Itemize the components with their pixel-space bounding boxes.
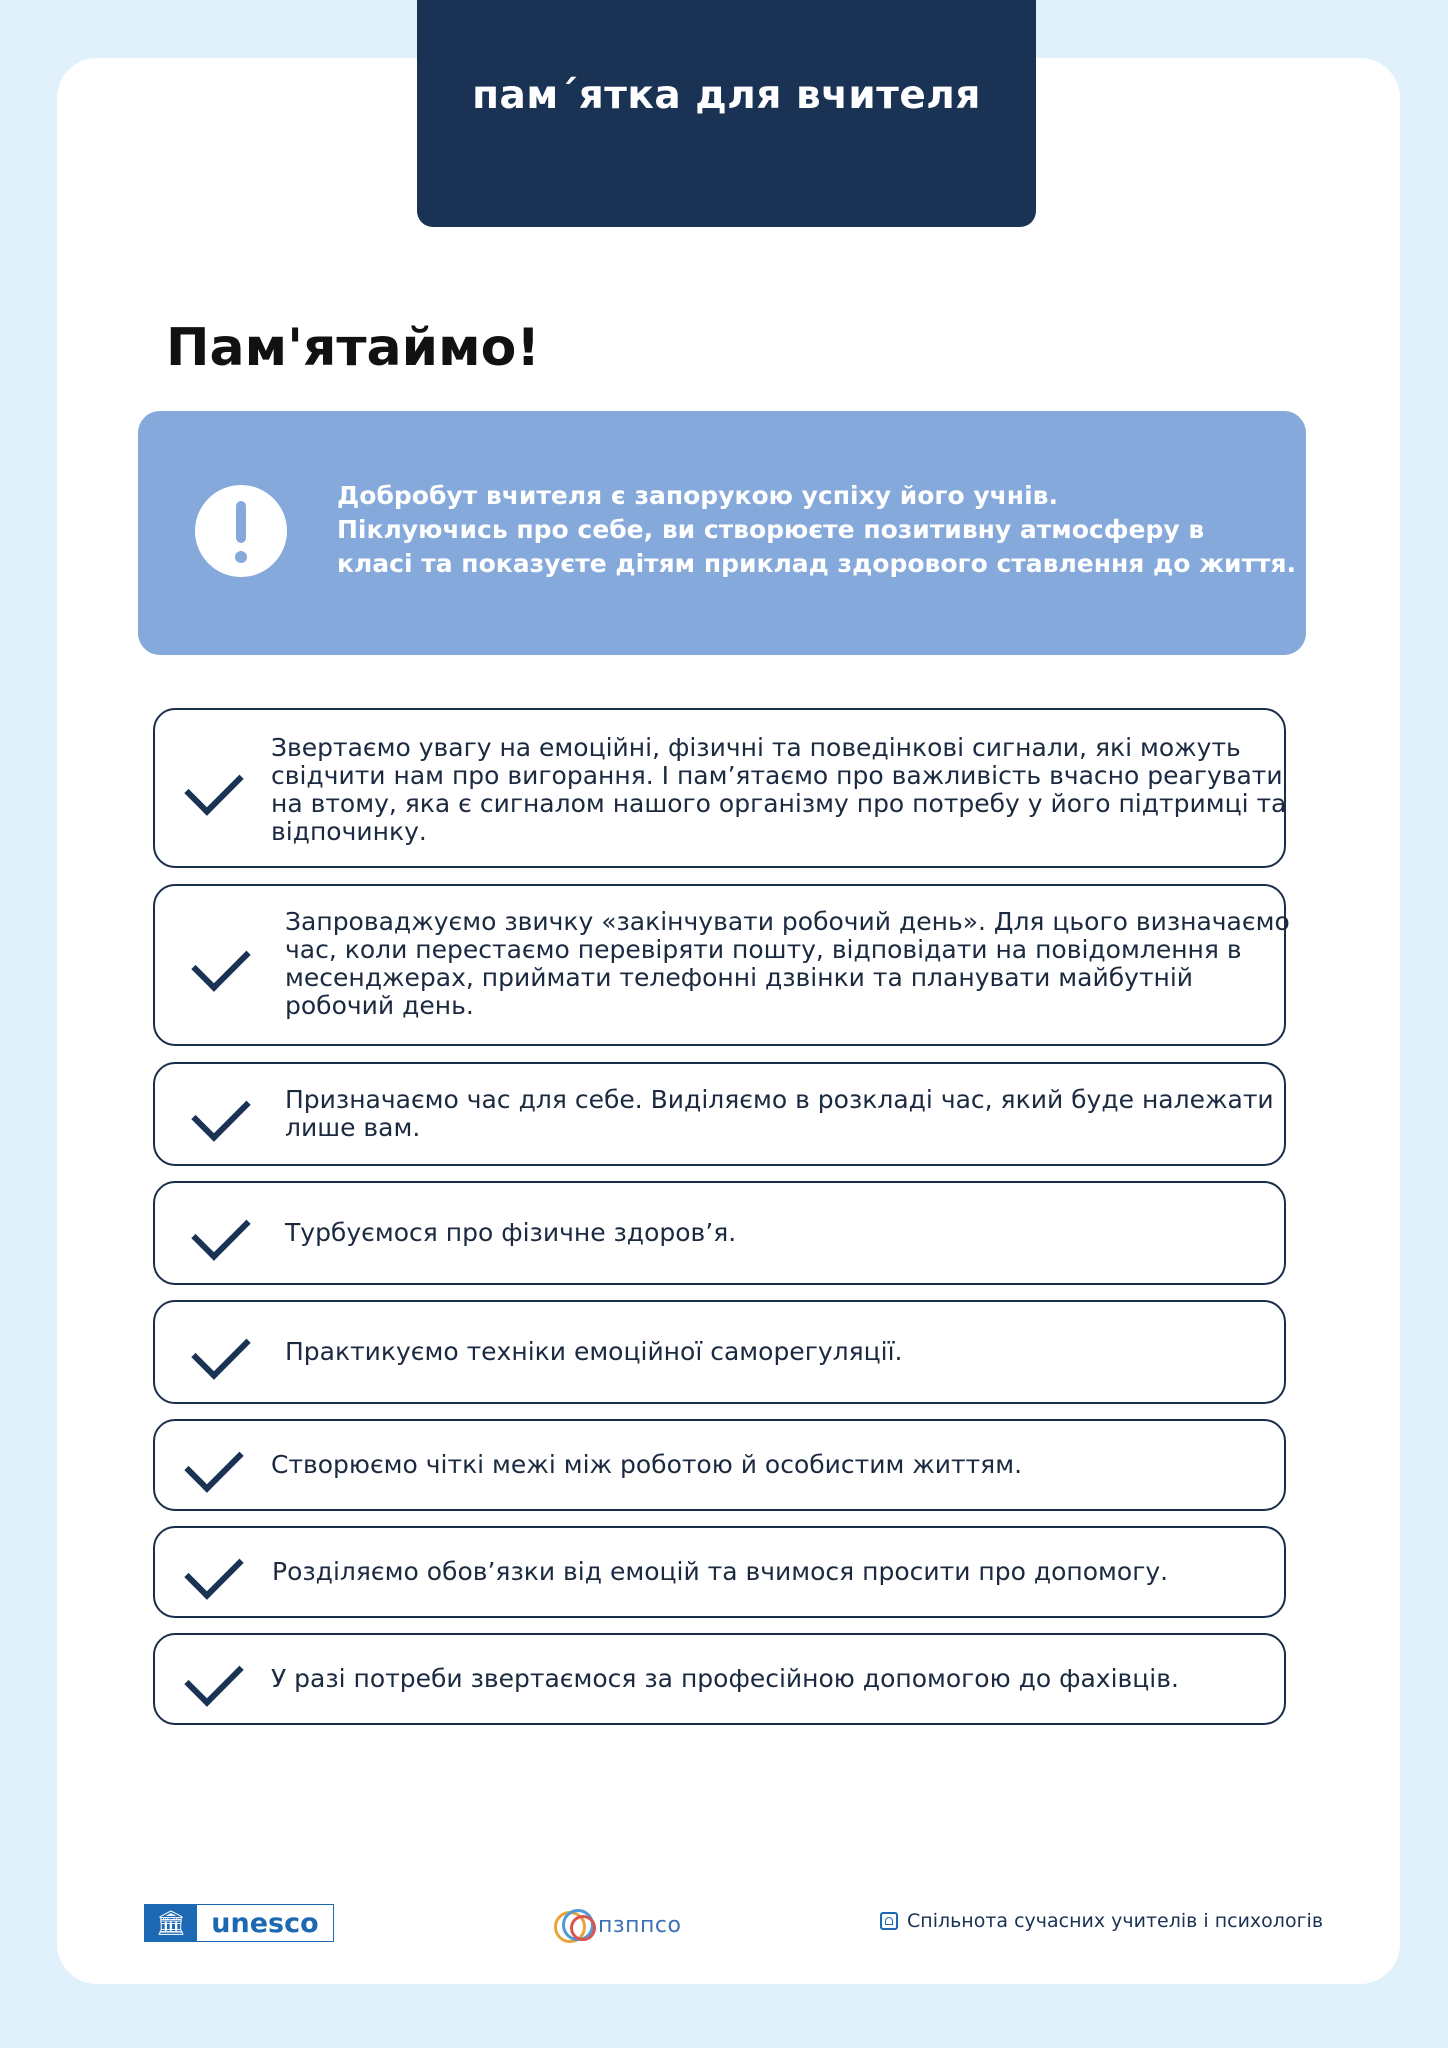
checklist-item	[153, 1526, 1286, 1618]
text-line: свідчити нам про вигорання. І пам’ятаємо про важливість вчасно реагувати	[271, 761, 1283, 790]
checklist-item-text	[285, 1219, 736, 1247]
info-callout	[138, 411, 1306, 655]
info-line: Піклуючись про себе, ви створюєте позитивну атмосферу в	[337, 515, 1205, 544]
text-line: на втому, яка є сигналом нашого організму про потребу у його підтримці та	[271, 789, 1287, 818]
checklist-item	[153, 884, 1290, 1046]
text-line: Звертаємо увагу на емоційні, фізичні та поведінкові сигнали, які можуть	[271, 733, 1241, 762]
checklist-item	[153, 1062, 1286, 1166]
checklist-item-text	[271, 1451, 1022, 1479]
text-line: Розділяємо обов’язки від емоцій та вчимося просити про допомогу.	[272, 1557, 1169, 1586]
checkmark-icon	[191, 932, 250, 991]
text-line: Практикуємо техніки емоційної саморегуляції.	[285, 1337, 903, 1366]
checkmark-icon	[184, 756, 243, 815]
center-logo	[552, 1903, 681, 1947]
community-text: Спільнота сучасних учителів і психологів	[907, 1910, 1324, 1932]
checklist-item-text	[285, 908, 1290, 1020]
text-line: відпочинку.	[271, 817, 427, 846]
text-line: Запроваджуємо звичку «закінчувати робочий день». Для цього визначаємо	[285, 907, 1290, 936]
checklist-item-text	[271, 734, 1286, 846]
checklist-item	[153, 1633, 1286, 1725]
checklist-item-text	[285, 1338, 903, 1366]
checkmark-icon	[191, 1320, 250, 1379]
exclamation-icon	[195, 485, 287, 577]
checklist-item	[153, 708, 1286, 868]
text-line: Турбуємося про фізичне здоров’я.	[285, 1218, 737, 1247]
community-icon	[880, 1912, 898, 1930]
info-line: класі та показуєте дітям приклад здорового ставлення до життя.	[337, 549, 1297, 578]
text-line: Створюємо чіткі межі між роботою й особистим життям.	[271, 1450, 1023, 1479]
checklist-item	[153, 1419, 1286, 1511]
checkmark-icon	[184, 1647, 243, 1706]
header-tab	[417, 0, 1036, 227]
checkmark-icon	[191, 1082, 250, 1141]
text-line: месенджерах, приймати телефонні дзвінки та планувати майбутній	[285, 963, 1194, 992]
center-logo-text: пзппсо	[598, 1912, 682, 1938]
text-line: Призначаємо час для себе. Виділяємо в розкладі час, який буде належати	[285, 1085, 1274, 1114]
checkmark-icon	[191, 1201, 250, 1260]
checklist-item-text	[272, 1558, 1168, 1586]
info-line: Добробут вчителя є запорукою успіху його учнів.	[337, 481, 1058, 510]
unesco-logo	[144, 1904, 334, 1942]
page-heading: Пам'ятаймо!	[166, 318, 541, 378]
head-profile-icon	[552, 1907, 598, 1943]
text-line: робочий день.	[285, 991, 474, 1020]
checklist-item	[153, 1181, 1286, 1285]
text-line: лише вам.	[285, 1113, 421, 1142]
text-line: У разі потреби звертаємося за професійною допомогою до фахівців.	[271, 1664, 1179, 1693]
header-title: пам´ятка для вчителя	[472, 73, 981, 118]
text-line: час, коли перестаємо перевіряти пошту, відповідати на повідомлення в	[285, 935, 1242, 964]
info-text	[337, 479, 1297, 581]
community-label	[880, 1910, 1323, 1932]
checklist-item-text	[285, 1086, 1274, 1142]
checkmark-icon	[184, 1433, 243, 1492]
checklist-item-text	[271, 1665, 1179, 1693]
unesco-wordmark: unesco	[211, 1907, 319, 1939]
checklist-item	[153, 1300, 1286, 1404]
temple-icon: 🏛	[145, 1905, 197, 1941]
checkmark-icon	[184, 1540, 243, 1599]
